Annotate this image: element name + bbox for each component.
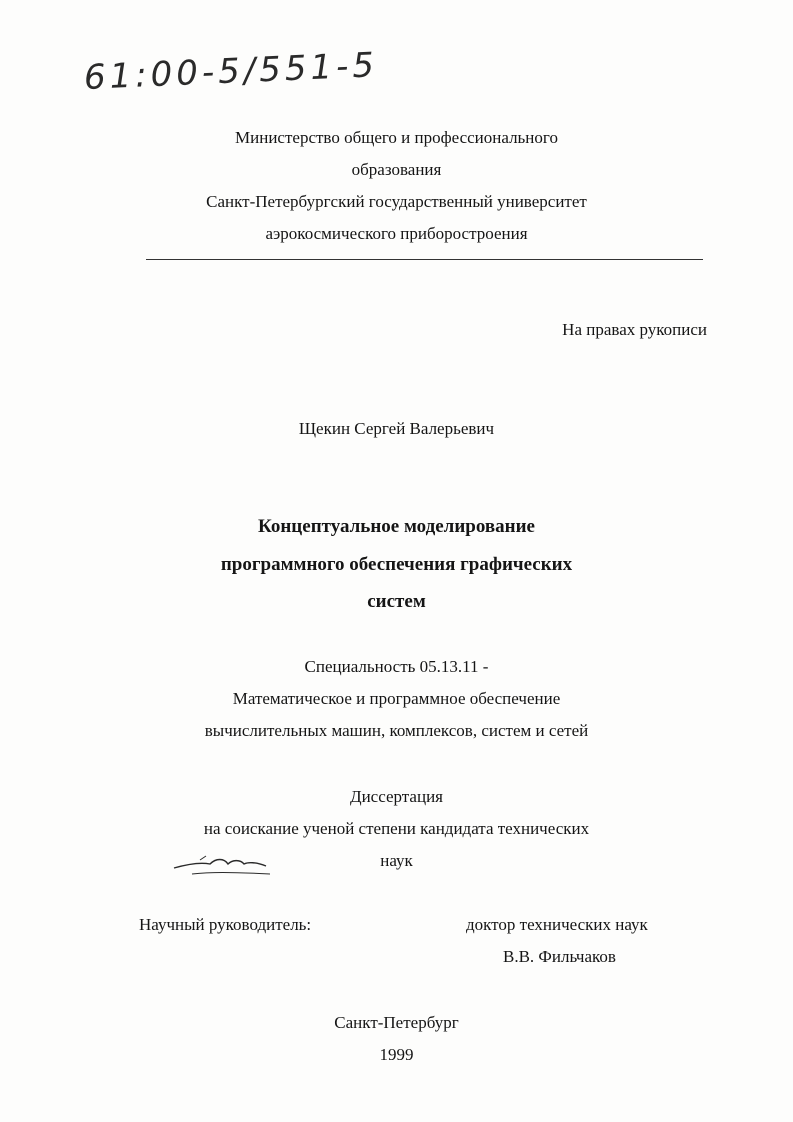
dissertation-title-line-2: программного обеспечения графических <box>220 554 573 575</box>
ministry-line-2: образования <box>351 160 442 179</box>
supervisor-name: В.В. Фильчаков <box>503 947 616 966</box>
publication-year: 1999 <box>379 1045 414 1064</box>
handwritten-registration-number: 61:00-5/551-5 <box>83 45 379 98</box>
dissertation-title-line-3: систем <box>367 591 426 612</box>
dissertation-label: Диссертация <box>349 787 443 806</box>
place-of-publication: Санкт-Петербург <box>334 1013 459 1032</box>
dissertation-title-line-1: Концептуальное моделирование <box>258 516 535 537</box>
degree-line-2: наук <box>380 851 413 870</box>
supervisor-label: Научный руководитель: <box>139 915 312 934</box>
header-divider <box>146 259 703 260</box>
specialty-line-2: Математическое и программное обеспечение <box>232 689 561 708</box>
supervisor-degree: доктор технических наук <box>466 915 648 934</box>
manuscript-rights-note: На правах рукописи <box>562 320 707 339</box>
degree-line-1: на соискание ученой степени кандидата технических <box>203 819 590 838</box>
author-name: Щекин Сергей Валерьевич <box>298 419 495 438</box>
university-line-2: аэрокосмического приборостроения <box>265 224 528 243</box>
specialty-line-3: вычислительных машин, комплексов, систем и сетей <box>204 721 589 740</box>
university-line-1: Санкт-Петербургский государственный университет <box>206 192 587 211</box>
specialty-code: Специальность 05.13.11 - <box>304 657 489 676</box>
ministry-line-1: Министерство общего и профессионального <box>235 128 558 147</box>
signature-scribble <box>170 850 280 882</box>
